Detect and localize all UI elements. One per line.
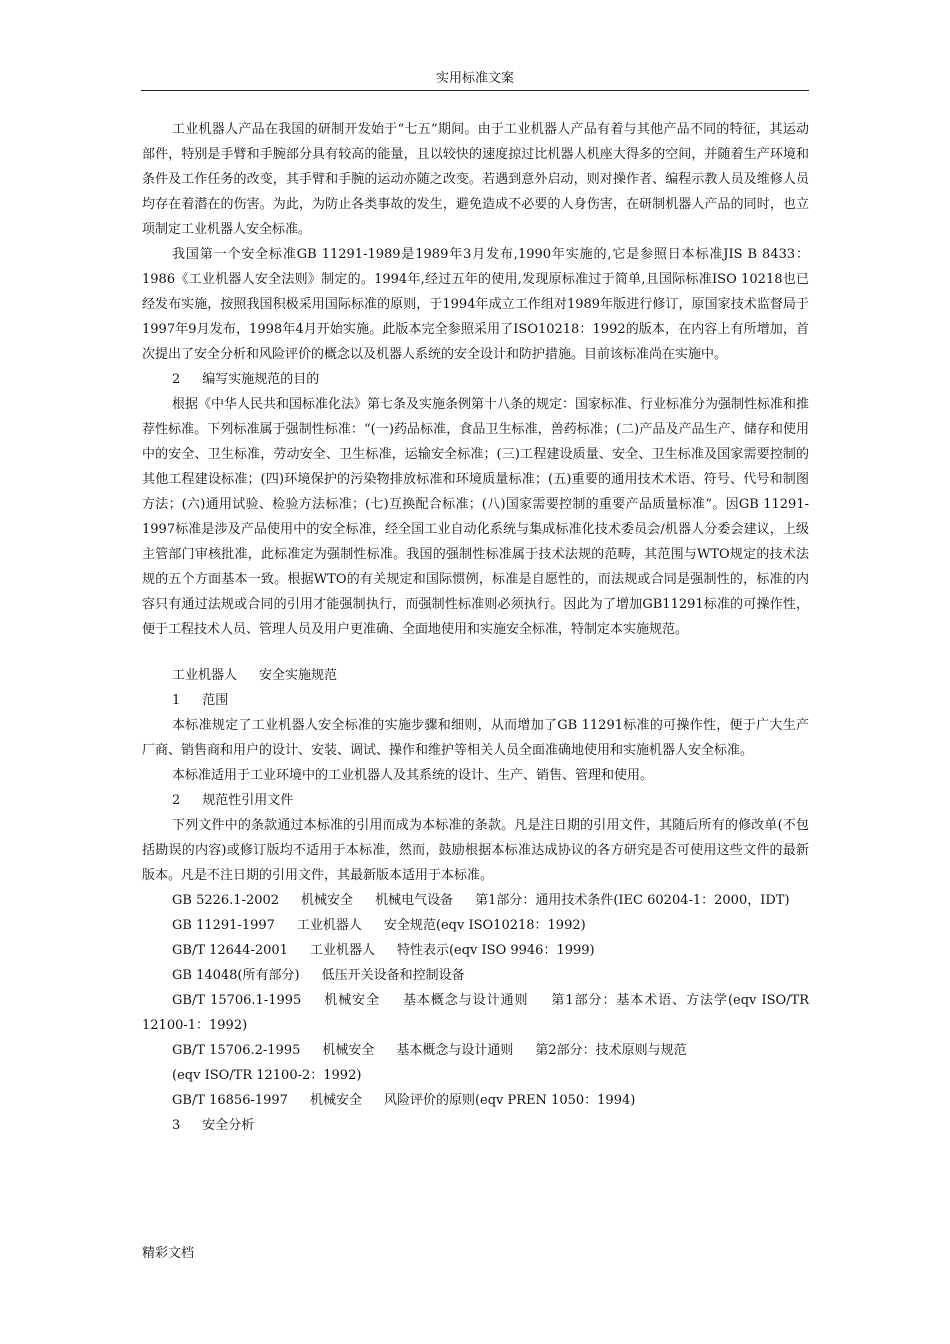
- paragraph-intro: 工业机器人产品在我国的研制开发始于“七五”期间。由于工业机器人产品有着与其他产品不同的特征，其运动部件，特别是手臂和手腕部分具有较高的能量，且以较快的速度掠过比机器人机座大得多的空间，并随着生产环境和条件及工作任务的改变，其手臂和手腕的运动亦随之改变。若遇到意外启动，则对操作者、编程示教人员及维修人员均存在着潜在的伤害。为此，为防止各类事故的发生，避免造成不必要的人身伤害，在研制机器人产品的同时，也立项制定工业机器人安全标准。: [142, 122, 809, 237]
- heading-text: 范围: [202, 693, 229, 708]
- heading-number: 3: [172, 1118, 181, 1133]
- page-footer: 精彩文档: [142, 1246, 195, 1261]
- heading-purpose: [142, 367, 809, 392]
- reference-part: 风险评价的原则(eqv PREN 1050：1994): [383, 1093, 636, 1108]
- document-title-main: 工业机器人: [172, 668, 238, 683]
- reference-item: [142, 1088, 809, 1113]
- reference-code: GB 5226.1-2002: [172, 893, 280, 908]
- reference-part: 工业机器人: [309, 943, 375, 958]
- reference-code: GB/T 12644-2001: [172, 943, 288, 958]
- reference-part: 低压开关设备和控制设备: [321, 968, 465, 983]
- paragraph-history: 我国第一个安全标准GB 11291-1989是1989年3月发布,1990年实施的,它是参照日本标准JIS B 8433：1986《工业机器人安全法则》制定的。1994年,经过五年的使用,发现原标准过于简单,且国际标准ISO 10218也已经发布实施，按照我国积极采用国际标准的原则，于1994年成立工作组对1989年版进行修订，原国家技术监督局于1997年9月发布，1998年4月开始实施。此版本完全参照采用了ISO10218：1992的版本，在内容上有所增加，首次提出了安全分析和风险评价的概念以及机器人系统的安全设计和防护措施。目前该标准尚在实施中。: [142, 247, 809, 362]
- heading-text: 安全分析: [202, 1118, 255, 1133]
- heading-number: 2: [172, 793, 181, 808]
- reference-part: 机械电气设备: [375, 893, 454, 908]
- reference-part: 基本概念与设计通则: [396, 1043, 514, 1058]
- paragraph-scope: 本标准规定了工业机器人安全标准的实施步骤和细则，从而增加了GB 11291标准的可操作性，便于广大生产厂商、销售商和用户的设计、安装、调试、操作和维护等相关人员全面准确地使用和实施机器人安全标准。: [142, 718, 809, 758]
- reference-code: GB 11291-1997: [172, 918, 275, 933]
- reference-code: GB/T 15706.1-1995: [172, 993, 302, 1008]
- reference-part: 安全规范(eqv ISO10218：1992): [383, 918, 586, 933]
- heading-text: 规范性引用文件: [202, 793, 294, 808]
- reference-item: [142, 913, 809, 938]
- document-title-sub: 安全实施规范: [259, 668, 338, 683]
- reference-part: 第1部分：通用技术条件(IEC 60204-1：2000，IDT): [475, 893, 790, 908]
- reference-part: 机械安全: [309, 1093, 362, 1108]
- reference-code: GB 14048(所有部分): [172, 968, 300, 983]
- reference-code: GB/T 15706.2-1995: [172, 1043, 301, 1058]
- reference-part: 第2部分：技术原则与规范: [535, 1043, 687, 1058]
- reference-part: 工业机器人: [296, 918, 362, 933]
- heading-safety-analysis: [142, 1113, 809, 1138]
- reference-continuation: (eqv ISO/TR 12100-2：1992): [172, 1068, 362, 1083]
- reference-part: 机械安全: [323, 993, 381, 1008]
- reference-item: [142, 963, 809, 988]
- header-divider: [141, 90, 809, 91]
- paragraph-purpose: 根据《中华人民共和国标准化法》第七条及实施条例第十八条的规定：国家标准、行业标准分为强制性标准和推荐性标准。下列标准属于强制性标准：“(一)药品标准，食品卫生标准，兽药标准；(二)产品及产品生产、储存和使用中的安全、卫生标准，劳动安全、卫生标准，运输安全标准；(三)工程建设质量、安全、卫生标准及国家需要控制的其他工程建设标准；(四)环境保护的污染物排放标准和环境质量标准；(五)重要的通用技术术语、符号、代号和制图方法；(六)通用试验、检验方法标准；(七)互换配合标准；(八)国家需要控制的重要产品质量标准”。因GB 11291-1997标准是涉及产品使用中的安全标准，经全国工业自动化系统与集成标准化技术委员会/机器人分委会建议，上级主管部门审核批准，此标准定为强制性标准。我国的强制性标准属于技术法规的范畴，其范围与WTO规定的技术法规的五个方面基本一致。根据WTO的有关规定和国际惯例，标准是自愿性的，而法规或合同是强制性的，标准的内容只有通过法规或合同的引用才能强制执行，而强制性标准则必须执行。因此为了增加GB11291标准的可操作性，便于工程技术人员、管理人员及用户更准确、全面地使用和实施安全标准，特制定本实施规范。: [142, 397, 810, 637]
- paragraph-applicability: 本标准适用于工业环境中的工业机器人及其系统的设计、生产、销售、管理和使用。: [172, 768, 654, 783]
- reference-part: 机械安全: [301, 893, 354, 908]
- reference-part: 基本概念与设计通则: [402, 993, 529, 1008]
- reference-item: [142, 1038, 809, 1063]
- reference-item: [142, 888, 809, 913]
- heading-number: 2: [172, 372, 181, 387]
- paragraph-references: 下列文件中的条款通过本标准的引用而成为本标准的条款。凡是注日期的引用文件，其随后所有的修改单(不包括勘误的内容)或修订版均不适用于本标准，然而，鼓励根据本标准达成协议的各方研究是否可使用这些文件的最新版本。凡是不注日期的引用文件，其最新版本适用于本标准。: [142, 818, 809, 883]
- reference-part: 第1部分：基本术语、方法学(eqv ISO/TR 12100-1：1992): [142, 993, 809, 1033]
- reference-code: GB/T 16856-1997: [172, 1093, 288, 1108]
- heading-references: [142, 788, 809, 813]
- page-header: 实用标准文案: [435, 71, 514, 86]
- heading-number: 1: [172, 693, 181, 708]
- reference-part: 特性表示(eqv ISO 9946：1999): [396, 943, 595, 958]
- document-body: [142, 117, 809, 1138]
- reference-part: 机械安全: [322, 1043, 375, 1058]
- document-title: [142, 663, 809, 688]
- heading-scope: [142, 688, 809, 713]
- reference-item: [142, 988, 809, 1038]
- reference-item: [142, 938, 809, 963]
- heading-text: 编写实施规范的目的: [202, 372, 320, 387]
